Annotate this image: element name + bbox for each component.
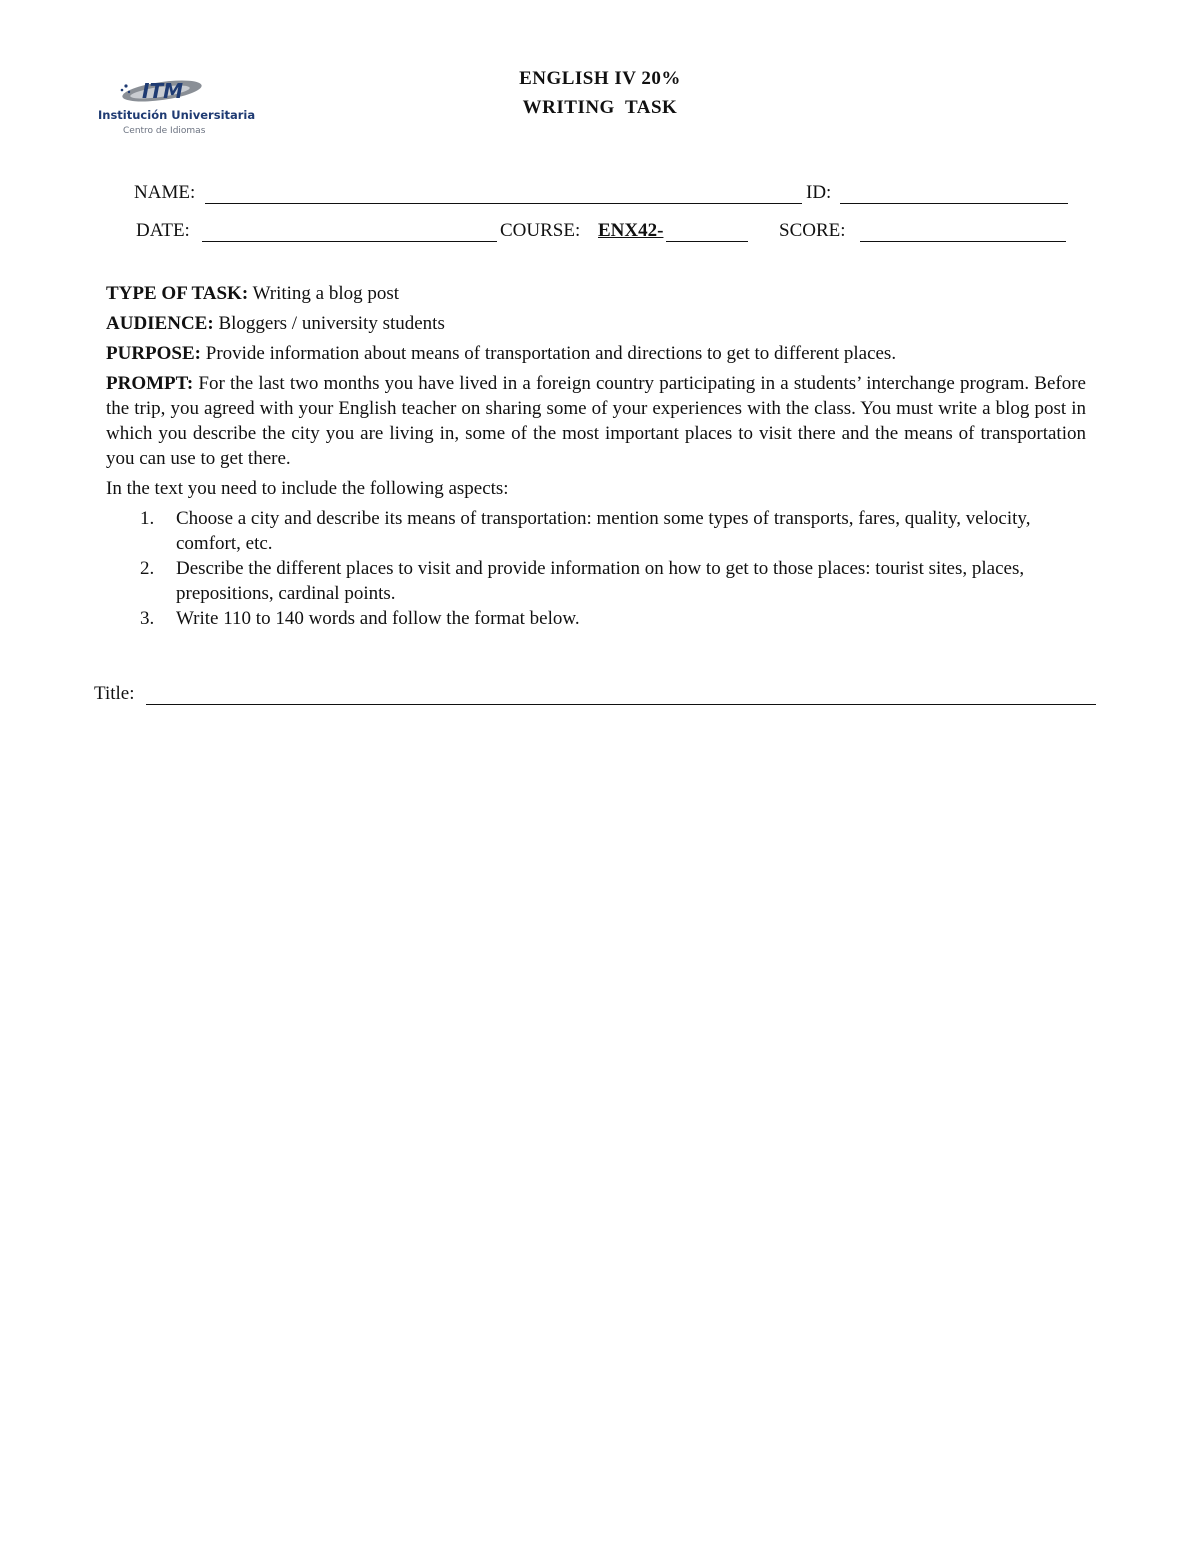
document-title: ENGLISH IV 20% <box>519 68 681 89</box>
prompt-value: For the last two months you have lived in a foreign country participating in a students’ interchange program. Before the trip, you agreed with your English teacher on sharing some of your experiences with the class. You must write a blog post in which you describe the city you are living in, some of the most important places to visit there and the means of transportation you can use to get there. <box>106 373 1086 469</box>
name-field[interactable] <box>205 203 802 204</box>
score-field[interactable] <box>860 241 1066 242</box>
list-item-text: Describe the different places to visit and provide information on how to get to those places: tourist sites, places, prepositions, cardinal points. <box>176 558 1025 604</box>
title-label: Title: <box>94 683 135 704</box>
task-info <box>106 281 1086 631</box>
svg-text:Institución Universitaria: Institución Universitaria <box>98 108 256 122</box>
audience-value: Bloggers / university students <box>218 313 445 334</box>
list-item-number: 3. <box>140 608 155 629</box>
list-item <box>106 506 1086 556</box>
prompt-label: PROMPT: <box>106 373 194 394</box>
date-label: DATE: <box>136 220 190 241</box>
list-item-text: Write 110 to 140 words and follow the format below. <box>176 608 580 629</box>
purpose <box>106 341 1086 366</box>
title-field[interactable] <box>146 704 1096 705</box>
list-item <box>106 606 1086 631</box>
svg-text:Centro de Idiomas: Centro de Idiomas <box>123 126 206 136</box>
course-label: COURSE: <box>500 220 581 241</box>
purpose-label: PURPOSE: <box>106 343 201 364</box>
list-item <box>106 556 1086 606</box>
course-field[interactable] <box>666 241 748 242</box>
document-subtitle: WRITING TASK <box>522 97 678 118</box>
date-field[interactable] <box>202 241 497 242</box>
aspects-intro: In the text you need to include the following aspects: <box>106 478 509 499</box>
id-label: ID: <box>806 182 832 203</box>
list-item-number: 1. <box>140 508 155 529</box>
prompt <box>106 371 1086 471</box>
list-item-number: 2. <box>140 558 155 579</box>
type-of-task-value: Writing a blog post <box>252 283 400 304</box>
name-label: NAME: <box>134 182 196 203</box>
course-code: ENX42- <box>598 220 664 241</box>
purpose-value: Provide information about means of transportation and directions to get to different places. <box>205 343 897 364</box>
audience <box>106 311 1086 336</box>
type-of-task <box>106 281 1086 306</box>
id-field[interactable] <box>840 203 1068 204</box>
audience-label: AUDIENCE: <box>106 313 214 334</box>
svg-text:ITM: ITM <box>142 79 183 103</box>
list-item-text: Choose a city and describe its means of transportation: mention some types of transports, fares, quality, velocity, comfort, etc. <box>176 508 1031 554</box>
score-label: SCORE: <box>779 220 846 241</box>
type-of-task-label: TYPE OF TASK: <box>106 283 249 304</box>
